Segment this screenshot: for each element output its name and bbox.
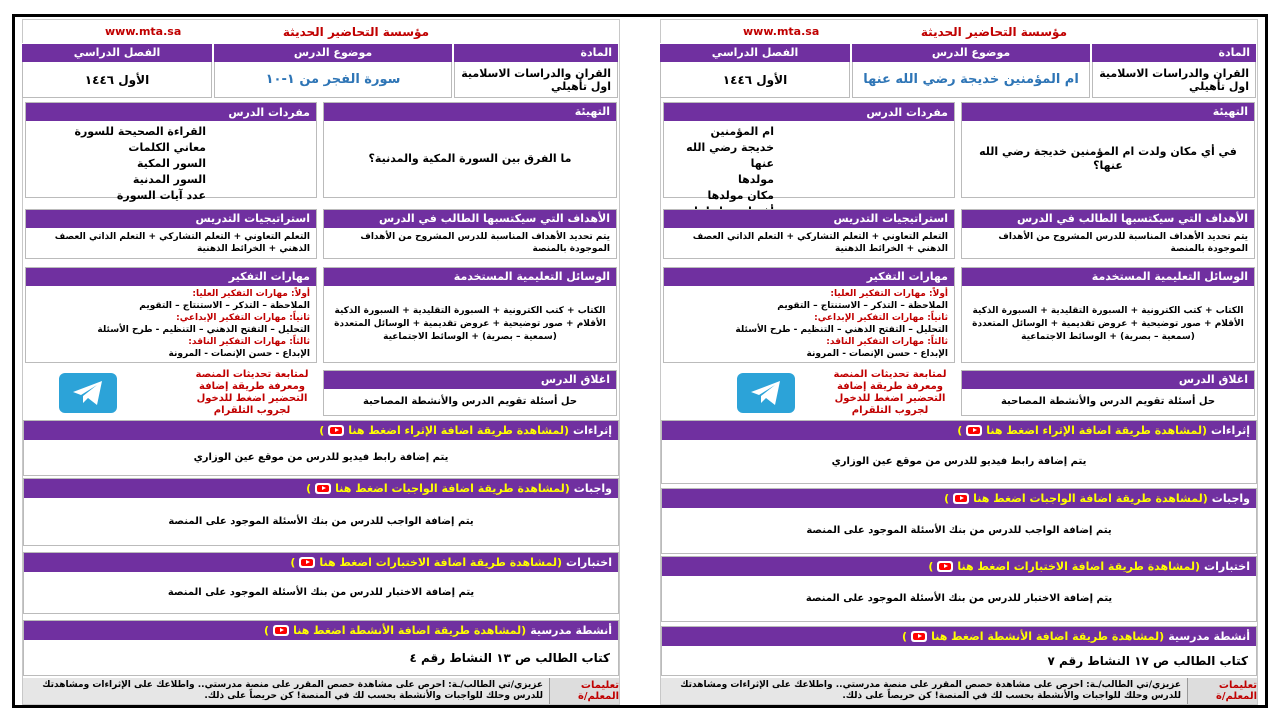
homework-label: واجبات [573,482,612,495]
page-header [23,22,619,44]
closing-text: حل أسئلة تقويم الدرس والأنشطة المصاحبة [362,396,578,407]
telegram-icon[interactable] [59,373,117,413]
warmup-text: ما الفرق بين السورة المكية والمدنية؟ [368,152,572,165]
vocab-item: مولدها [738,173,774,186]
homework-link-end: ) [306,482,312,495]
enrichment-text: يتم إضافة رابط فيديو للدرس من موقع عين الوزاري [193,452,449,463]
org-name: مؤسسة التحاضير الحديثة [282,25,429,39]
strategies-title: استراتيجيات التدريس [664,210,954,228]
vocab-item: السور المكية [137,157,206,170]
vocab-item: مكان مولدها [707,189,774,202]
teacher-notes-label: تعليمات المعلم/ة [549,678,619,704]
vocab-title: مفردات الدرس [664,103,954,121]
telegram-icon[interactable] [737,373,795,413]
thinking-skills-list [26,286,316,363]
aids-text: الكتاب + كتب الكترونية + السبورة التقليدية + السبورة الذكية الأقلام + صور توضيحية + عروض تقديمية + الوسائل المتعددة (سمعية – بصرية) + الوسائط الاجتماعية [334,305,606,342]
activities-header [24,621,618,640]
vocab-list [26,121,316,207]
telegram-promo[interactable] [663,370,955,416]
homework-link-end: ) [944,492,950,505]
enrichment-section [23,420,619,476]
term-label: الفصل الدراسي [22,44,212,62]
activities-link-end: ) [902,630,908,643]
activities-link[interactable]: (لمشاهدة طريقة اضافة الأنشطة اضغط هنا [931,630,1165,643]
homework-header [662,489,1256,508]
website-link[interactable]: www.mta.sa [105,25,182,38]
thinking-skills-list [664,286,954,363]
subject-cell [1091,43,1257,97]
youtube-icon[interactable] [328,425,344,436]
vocab-item: عدد آيات السورة [116,189,206,202]
tests-link[interactable]: (لمشاهدة طريقة اضافة الاختبارات اضغط هنا [319,556,563,569]
vocab-item: السور المدنية [132,173,206,186]
skill-heading: أولاً: مهارات التفكير العليا: [830,289,948,299]
strategies-text: التعلم التعاوني + التعلم التشاركي + التعلم الذاتي العصف الذهني + الخرائط الذهنية [54,232,310,254]
term-cell [21,43,213,97]
skill-heading: ثالثاً: مهارات التفكير الناقد: [826,337,948,347]
strategies-box [25,209,317,259]
org-name: مؤسسة التحاضير الحديثة [920,25,1067,39]
closing-text: حل أسئلة تقويم الدرس والأنشطة المصاحبة [1000,396,1216,407]
tests-link-end: ) [290,556,296,569]
goals-title: الأهداف التي سيكتسبها الطالب في الدرس [962,210,1254,228]
teacher-notes-label: تعليمات المعلم/ة [1187,678,1257,704]
subject-label: المادة [454,44,618,62]
skill-text: الملاحظة – التذكر – الاستنتاج – التقويم [777,301,948,311]
strategies-box [663,209,955,259]
teacher-notes-text: عزيزي/تي الطالب/ـة: احرص على مشاهدة حصص المقرر على منصة مدرستي.. واطلاعك على الإثراءات ومشاهدتك للدرس وحلك للواجبات والأنشطة بحسب لك في المنصة! كن حريصاً على ذلك. [661,678,1187,704]
warmup-title: التهيئة [962,103,1254,121]
activities-header [662,627,1256,646]
page-header [661,22,1257,44]
closing-title: اغلاق الدرس [962,371,1254,389]
homework-link[interactable]: (لمشاهدة طريقة اضافة الواجبات اضغط هنا [973,492,1208,505]
topic-label: موضوع الدرس [214,44,452,62]
aids-box [961,267,1255,363]
skill-text: التحليل – التفتح الذهني – التنظيم - طرح الأسئلة [97,325,310,335]
homework-label: واجبات [1211,492,1250,505]
telegram-promo[interactable] [25,370,317,416]
youtube-icon[interactable] [966,425,982,436]
skill-text: الملاحظة – التذكر – الاستنتاج – التقويم [139,301,310,311]
skill-text: الإبداع - حسن الإنصات - المرونة [806,349,948,359]
youtube-icon[interactable] [953,493,969,504]
tests-label: اختبارات [1204,560,1250,573]
activities-text: كتاب الطالب ص ١٧ النشاط رقم ٧ [1047,653,1248,668]
activities-text: كتاب الطالب ص ١٣ النشاط رقم ٤ [409,650,610,665]
vocab-title: مفردات الدرس [26,103,316,121]
enrichment-label: إثراءات [1211,424,1250,437]
enrichment-section [661,420,1257,484]
telegram-text: لمتابعة تحديثات المنصة ومعرفة طريقة إضافة التحضير اضغط للدخول لجروب التلقرام [833,369,947,416]
goals-box [323,209,617,259]
teacher-notes [23,678,619,704]
homework-text: يتم إضافة الواجب للدرس من بنك الأسئلة الموجود على المنصة [806,525,1112,536]
thinking-skills-box [663,267,955,363]
aids-title: الوسائل التعليمية المستخدمة [324,268,616,286]
enrichment-header [24,421,618,440]
activities-label: أنشطة مدرسية [1168,630,1250,643]
vocab-box [25,102,317,202]
enrichment-header [662,421,1256,440]
homework-header [24,479,618,498]
warmup-box [323,102,617,198]
tests-label: اختبارات [566,556,612,569]
youtube-icon[interactable] [299,557,315,568]
youtube-icon[interactable] [273,625,289,636]
lesson-plan-page-1 [660,19,1258,705]
topic-cell [213,43,453,97]
website-link[interactable]: www.mta.sa [743,25,820,38]
subject-cell [453,43,619,97]
goals-text: يتم تحديد الأهداف المناسبة للدرس المشروح من الأهداف الموجودة بالمنصة [998,232,1248,254]
telegram-text: لمتابعة تحديثات المنصة ومعرفة طريقة إضافة التحضير اضغط للدخول لجروب التلقرام [195,369,309,416]
activities-link[interactable]: (لمشاهدة طريقة اضافة الأنشطة اضغط هنا [293,624,527,637]
activities-link-end: ) [264,624,270,637]
youtube-icon[interactable] [911,631,927,642]
activities-label: أنشطة مدرسية [530,624,612,637]
term-value: الأول ١٤٤٦ [660,62,850,98]
aids-text: الكتاب + كتب الكترونية + السبورة التقليدية + السبورة الذكية الأقلام + صور توضيحية + عروض تقديمية + الوسائل المتعددة (سمعية – بصرية) + الوسائط الاجتماعية [972,305,1244,342]
thinking-skills-box [25,267,317,363]
tests-header [24,553,618,572]
tests-link[interactable]: (لمشاهدة طريقة اضافة الاختبارات اضغط هنا [957,560,1201,573]
goals-text: يتم تحديد الأهداف المناسبة للدرس المشروح من الأهداف الموجودة بالمنصة [360,232,610,254]
closing-box [961,370,1255,416]
youtube-icon[interactable] [937,561,953,572]
aids-title: الوسائل التعليمية المستخدمة [962,268,1254,286]
goals-box [961,209,1255,259]
term-label: الفصل الدراسي [660,44,850,62]
subject-label: المادة [1092,44,1256,62]
homework-link[interactable]: (لمشاهدة طريقة اضافة الواجبات اضغط هنا [335,482,570,495]
skill-heading: ثالثاً: مهارات التفكير الناقد: [188,337,310,347]
vocab-box [663,102,955,202]
closing-title: اغلاق الدرس [324,371,616,389]
teacher-notes [661,678,1257,704]
tests-text: يتم إضافة الاختبار للدرس من بنك الأسئلة الموجود على المنصة [805,593,1113,604]
vocab-item: خديجة رضي الله عنها [686,141,774,170]
aids-box [323,267,617,363]
tests-section [661,556,1257,622]
vocab-item: القراءة الصحيحة للسورة [74,125,206,138]
teacher-notes-text: عزيزي/تي الطالب/ـة: احرص على مشاهدة حصص المقرر على منصة مدرستي.. واطلاعك على الإثراءات ومشاهدتك للدرس وحلك للواجبات والأنشطة بحسب لك في المنصة! كن حريصاً على ذلك. [23,678,549,704]
enrichment-text: يتم إضافة رابط فيديو للدرس من موقع عين الوزاري [831,456,1087,467]
skill-heading: أولاً: مهارات التفكير العليا: [192,289,310,299]
term-cell [659,43,851,97]
warmup-title: التهيئة [324,103,616,121]
homework-section [23,478,619,546]
activities-section [23,620,619,676]
topic-value: سورة الفجر من ١-١٠ [214,62,452,98]
tests-header [662,557,1256,576]
skill-text: التحليل – التفتح الذهني – التنظيم - طرح الأسئلة [735,325,948,335]
lesson-plan-page-2 [22,19,620,705]
topic-cell [851,43,1091,97]
strategies-title: استراتيجيات التدريس [26,210,316,228]
enrichment-link[interactable]: (لمشاهدة طريقة اضافة الإثراء اضغط هنا [986,424,1208,437]
tests-text: يتم إضافة الاختبار للدرس من بنك الأسئلة الموجود على المنصة [167,587,475,598]
document-frame [12,14,1268,708]
term-value: الأول ١٤٤٦ [22,62,212,98]
thinking-skills-title: مهارات التفكير [26,268,316,286]
homework-text: يتم إضافة الواجب للدرس من بنك الأسئلة الموجود على المنصة [168,516,474,527]
vocab-item: معاني الكلمات [128,141,206,154]
warmup-text: في أي مكان ولدت ام المؤمنين خديجة رضي الله عنها؟ [979,145,1237,172]
subject-value: القران والدراسات الاسلامية اول تأهيلي [454,62,618,98]
skill-heading: ثانياً: مهارات التفكير الإبداعي: [814,313,948,323]
subject-value: القران والدراسات الاسلامية اول تأهيلي [1092,62,1256,98]
tests-link-end: ) [928,560,934,573]
enrichment-link-end: ) [319,424,325,437]
enrichment-link[interactable]: (لمشاهدة طريقة اضافة الإثراء اضغط هنا [348,424,570,437]
lesson-info-row [661,43,1257,97]
activities-section [661,626,1257,676]
enrichment-link-end: ) [957,424,963,437]
goals-title: الأهداف التي سيكتسبها الطالب في الدرس [324,210,616,228]
thinking-skills-title: مهارات التفكير [664,268,954,286]
homework-section [661,488,1257,554]
warmup-box [961,102,1255,198]
strategies-text: التعلم التعاوني + التعلم التشاركي + التعلم الذاتي العصف الذهني + الخرائط الذهنية [692,232,948,254]
skill-heading: ثانياً: مهارات التفكير الإبداعي: [176,313,310,323]
lesson-info-row [23,43,619,97]
topic-label: موضوع الدرس [852,44,1090,62]
youtube-icon[interactable] [315,483,331,494]
enrichment-label: إثراءات [573,424,612,437]
tests-section [23,552,619,614]
vocab-item: ام المؤمنين [710,125,774,138]
closing-box [323,370,617,416]
skill-text: الإبداع - حسن الإنصات - المرونة [168,349,310,359]
topic-value: ام المؤمنين خديجة رضي الله عنها [852,62,1090,98]
